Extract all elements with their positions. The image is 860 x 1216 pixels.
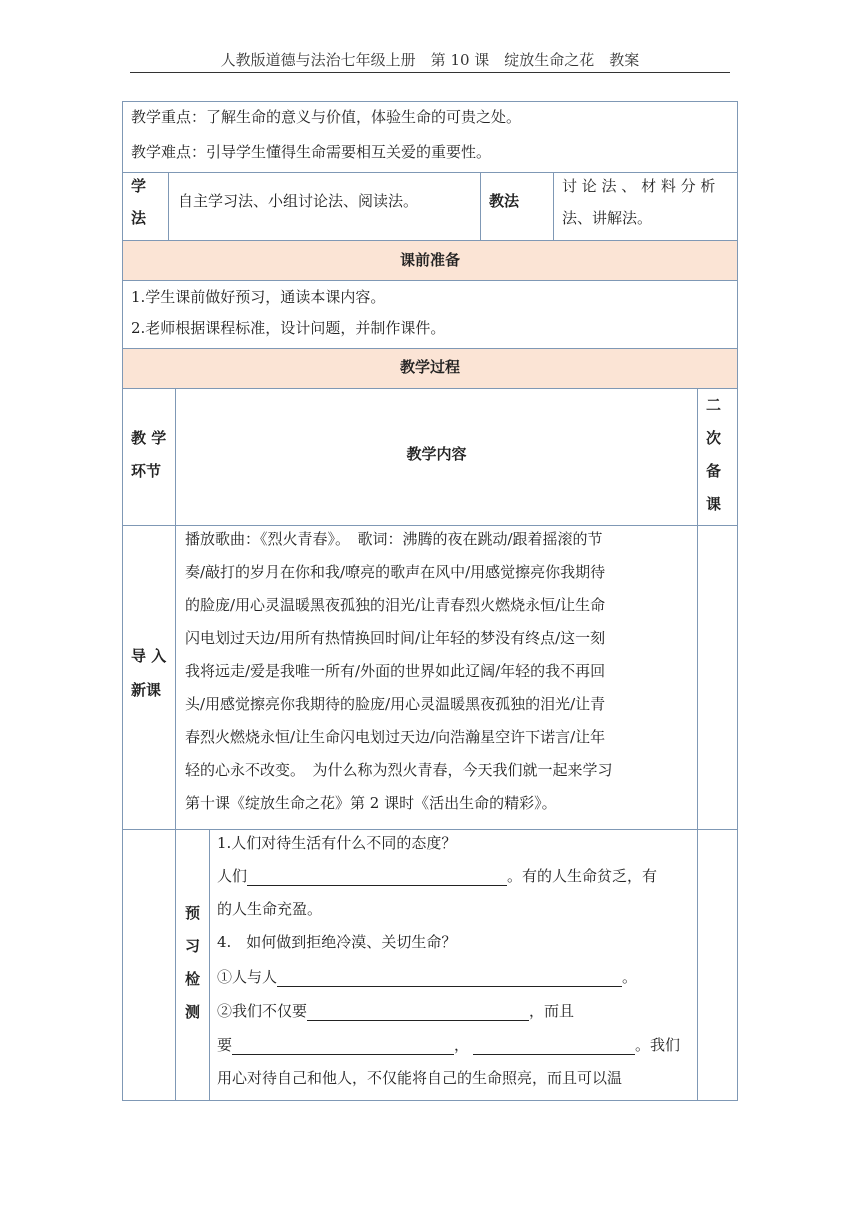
preview-q1-line2: 的人生命充盈。	[217, 900, 323, 918]
preview-label-1: 预	[185, 904, 201, 922]
study-method-label-1: 学	[131, 177, 147, 195]
preview-q1: 1.人们对待生活有什么不同的态度？	[217, 834, 457, 852]
intro-line: 我将远走/爱是我唯一所有/外面的世界如此辽阔/年轻的我不再回	[185, 662, 606, 680]
intro-line: 奏/敲打的岁月在你和我/嘹亮的歌声在风中/用感觉擦亮你我期待	[185, 563, 606, 581]
intro-line: 轻的心永不改变。 为什么称为烈火青春，今天我们就一起来学习	[185, 761, 613, 779]
intro-line: 闪电划过天边/用所有热情换回时间/让年轻的梦没有终点/这一刻	[185, 629, 606, 647]
preview-q4: 4. 如何做到拒绝冷漠、关切生命？	[217, 933, 457, 951]
answer-blank[interactable]	[247, 869, 507, 886]
col-second-prep-1: 二	[706, 396, 722, 414]
study-method-text: 自主学习法、小组讨论法、阅读法。	[178, 192, 419, 210]
intro-line: 的脸庞/用心灵温暖黑夜孤独的泪光/让青春烈火燃烧永恒/让生命	[185, 596, 606, 614]
answer-blank[interactable]	[277, 970, 622, 987]
preview-label-3: 检	[185, 970, 201, 988]
preview-a2: ②我们不仅要 ，而且	[217, 1002, 575, 1020]
answer-blank[interactable]	[307, 1004, 529, 1021]
key-point-text: 教学重点：了解生命的意义与价值，体验生命的可贵之处。	[131, 108, 522, 126]
prep-item-1: 1.学生课前做好预习，通读本课内容。	[131, 288, 386, 306]
intro-label-2: 新课	[131, 681, 162, 699]
col-stage-label-2: 环节	[131, 462, 162, 480]
intro-line: 春烈火燃烧永恒/让生命闪电划过天边/向浩瀚星空许下诺言/让年	[185, 728, 606, 746]
col-stage-label-1: 教 学	[131, 429, 167, 447]
preview-label-4: 测	[185, 1003, 201, 1021]
teach-method-text-2: 法、讲解法。	[562, 209, 653, 227]
intro-line: 播放歌曲：《烈火青春》。 歌词：沸腾的夜在跳动/跟着摇滚的节	[185, 530, 603, 548]
preview-a1: ①人与人 。	[217, 968, 638, 986]
prep-item-2: 2.老师根据课程标准，设计问题，并制作课件。	[131, 319, 446, 337]
study-method-label-2: 法	[131, 209, 147, 227]
difficulty-text: 教学难点：引导学生懂得生命需要相互关爱的重要性。	[131, 143, 492, 161]
preview-a4: 用心对待自己和他人，不仅能将自己的生命照亮，而且可以温	[217, 1069, 623, 1087]
preview-label-2: 习	[185, 937, 201, 955]
preview-q1-answer: 人们 。有的人生命贫乏，有	[217, 867, 658, 885]
preview-a3: 要 ， 。我们	[217, 1036, 681, 1054]
teach-method-label: 教法	[489, 192, 520, 210]
answer-blank[interactable]	[473, 1038, 635, 1055]
answer-blank[interactable]	[232, 1038, 454, 1055]
intro-line: 第十课《绽放生命之花》第 2 课时《活出生命的精彩》。	[185, 794, 557, 812]
col-second-prep-3: 备	[706, 462, 722, 480]
intro-line: 头/用感觉擦亮你我期待的脸庞/用心灵温暖黑夜孤独的泪光/让青	[185, 695, 606, 713]
prep-heading: 课前准备	[399, 251, 460, 269]
header-rule	[130, 72, 730, 73]
intro-label-1: 导 入	[131, 647, 167, 665]
teach-method-text-1: 讨 论 法 、 材 料 分 析	[562, 177, 716, 195]
col-second-prep-4: 课	[706, 495, 722, 513]
col-content-label: 教学内容	[406, 445, 467, 463]
process-heading: 教学过程	[399, 358, 460, 376]
col-second-prep-2: 次	[706, 429, 722, 447]
page-header: 人教版道德与法治七年级上册 第 10 课 绽放生命之花 教案	[220, 51, 640, 69]
